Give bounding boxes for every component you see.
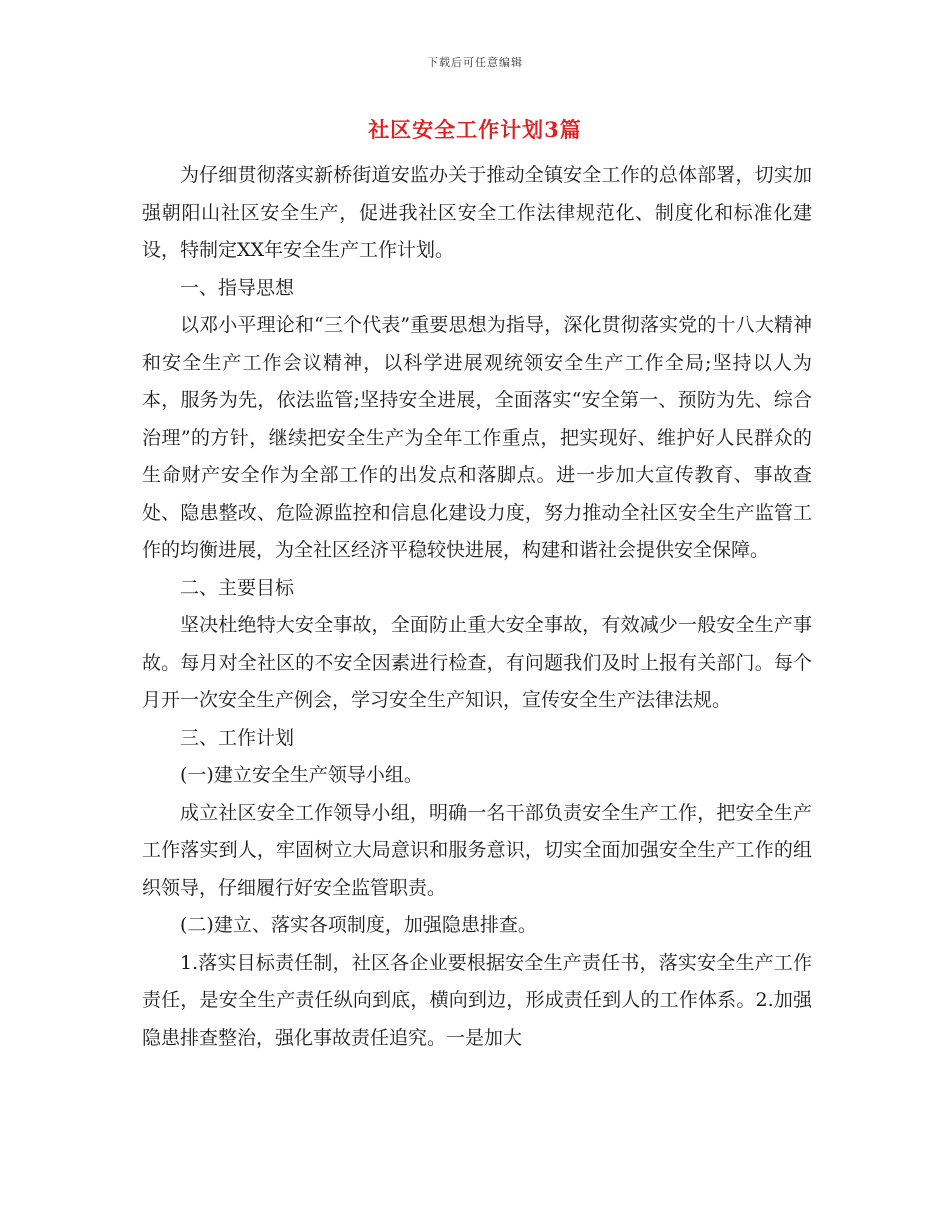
paragraph: 为仔细贯彻落实新桥街道安监办关于推动全镇安全工作的总体部署，切实加强朝阳山社区安全生产，促进我社区安全工作法律规范化、制度化和标准化建设，特制定XX年安全生产工作计划。 bbox=[142, 164, 812, 261]
section-heading: 一、指导思想 bbox=[180, 276, 295, 299]
paragraph: 坚决杜绝特大安全事故，全面防止重大安全事故，有效减少一般安全生产事故。每月对全社区的不安全因素进行检查，有问题我们及时上报有关部门。每个月开一次安全生产例会，学习安全生产知识，宣传安全生产法律法规。 bbox=[142, 614, 812, 711]
document-title: 社区安全工作计划3篇 bbox=[368, 117, 582, 142]
subsection-heading: (一)建立安全生产领导小组。 bbox=[180, 764, 423, 786]
paragraph: 以邓小平理论和“三个代表”重要思想为指导，深化贯彻落实党的十八大精神和安全生产工作会议精神，以科学进展观统领安全生产工作全局;坚持以人为本，服务为先，依法监管;坚持安全进展，全面落实“安全第一、预防为先、综合治理”的方针，继续把安全生产为全年工作重点，把实现好、维护好人民群众的生命财产安全作为全部工作的出发点和落脚点。进一步加大宣传教育、事故查处、隐患整改、危险源监控和信息化建设力度，努力推动全社区安全生产监管工作的均衡进展，为全社区经济平稳较快进展，构建和谐社会提供安全保障。 bbox=[142, 314, 812, 561]
document-body bbox=[142, 157, 812, 1057]
subsection-heading: (二)建立、落实各项制度，加强隐患排查。 bbox=[180, 914, 537, 936]
paragraph: 成立社区安全工作领导小组，明确一名干部负责安全生产工作，把安全生产工作落实到人，牢固树立大局意识和服务意识，切实全面加强安全生产工作的组织领导，仔细履行好安全监管职责。 bbox=[142, 801, 812, 899]
section-heading: 二、主要目标 bbox=[180, 576, 295, 599]
section-heading: 三、工作计划 bbox=[180, 726, 295, 749]
paragraph: 1.落实目标责任制，社区各企业要根据安全生产责任书，落实安全生产工作责任，是安全生产责任纵向到底，横向到边，形成责任到人的工作体系。2.加强隐患排查整治，强化事故责任追究。一是加大 bbox=[142, 951, 812, 1049]
page-header: 下载后可任意编辑 bbox=[427, 56, 523, 69]
